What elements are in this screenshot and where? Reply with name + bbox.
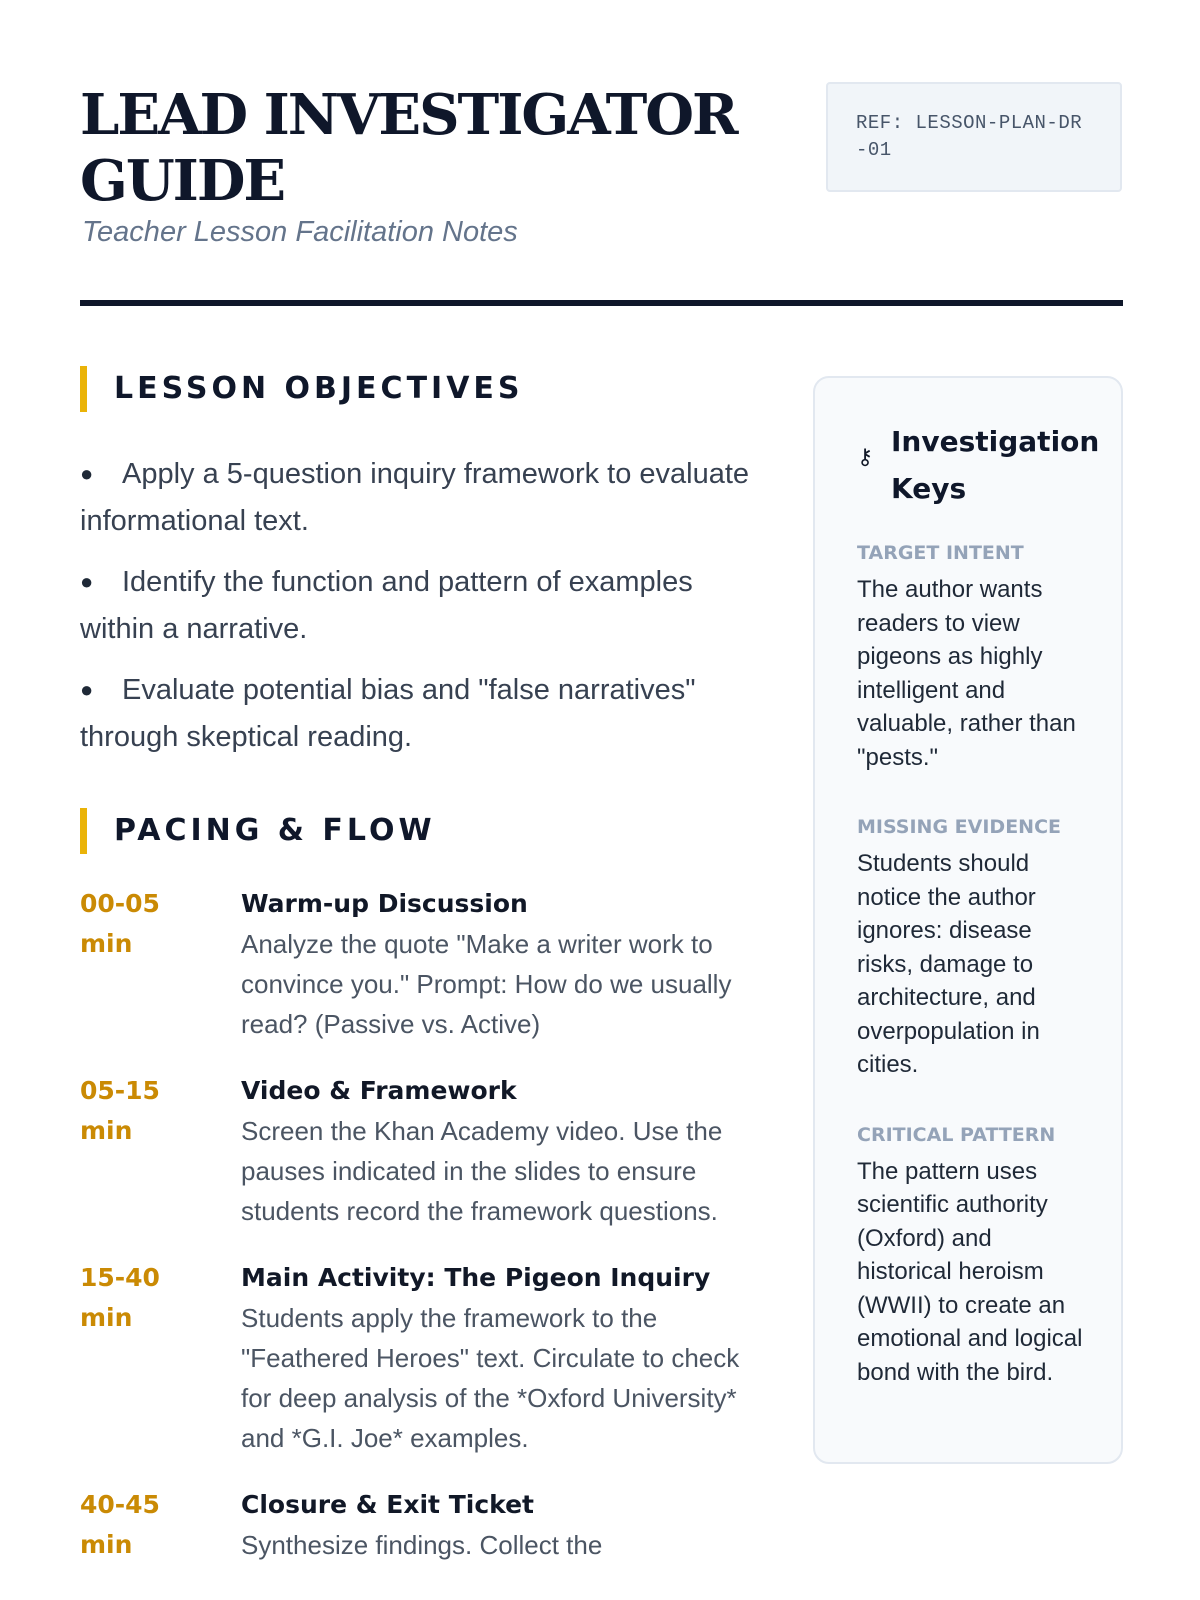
key-text: Students should notice the author ignores: disease risks, damage to architecture, and overpopulation in cities. — [857, 850, 1040, 1078]
pacing-description: Analyze the quote "Make a writer work to convince you." Prompt: How do we usually read? (Passive vs. Active) — [241, 929, 732, 1039]
list-item — [80, 666, 770, 761]
pacing-row — [80, 1258, 740, 1458]
key-label: MISSING EVIDENCE — [857, 816, 1061, 838]
bullet-icon: ● — [80, 677, 94, 702]
header-divider — [80, 300, 1123, 306]
objective-text: Identify the function and pattern of examples within a narrative. — [80, 566, 693, 645]
pacing-description: Students apply the framework to the "Feathered Heroes" text. Circulate to check for deep analysis of the *Oxford University* and *G.I. Joe* examples. — [241, 1303, 740, 1453]
key-text: The author wants readers to view pigeons as highly intelligent and valuable, rather than "pests." — [857, 576, 1076, 771]
pacing-row — [80, 1485, 740, 1565]
pacing-time: 05-15 min — [80, 1076, 160, 1145]
list-item — [80, 450, 770, 545]
pacing-description: Screen the Khan Academy video. Use the pauses indicated in the slides to ensure students record the framework questions. — [241, 1116, 723, 1226]
key-block — [857, 1122, 1091, 1390]
keys-title: Investigation Keys — [891, 425, 1100, 505]
pacing-heading: PACING & FLOW — [80, 808, 436, 854]
pacing-row — [80, 884, 740, 1044]
keys-header — [857, 418, 1100, 512]
pacing-title: Main Activity: The Pigeon Inquiry — [241, 1263, 711, 1292]
pacing-description: Synthesize findings. Collect the — [241, 1530, 603, 1560]
pacing-title: Closure & Exit Ticket — [241, 1490, 534, 1519]
objectives-list — [80, 450, 770, 774]
objective-text: Apply a 5-question inquiry framework to evaluate informational text. — [80, 458, 750, 537]
key-icon: ⚷ — [857, 444, 874, 469]
pacing-time: 00-05 min — [80, 889, 160, 958]
pacing-title: Warm-up Discussion — [241, 889, 528, 918]
key-block — [857, 814, 1091, 1082]
key-label: TARGET INTENT — [857, 542, 1024, 564]
key-label: CRITICAL PATTERN — [857, 1123, 1056, 1146]
investigation-keys-card — [813, 376, 1123, 1464]
objective-text: Evaluate potential bias and "false narratives" through skeptical reading. — [80, 674, 696, 753]
pacing-title: Video & Framework — [241, 1076, 517, 1105]
objectives-heading: LESSON OBJECTIVES — [80, 366, 524, 412]
pacing-time: 40-45 min — [80, 1490, 160, 1559]
key-text: The pattern uses scientific authority (Oxford) and historical heroism (WWII) to create an emotional and logical bond with the bird. — [857, 1157, 1083, 1386]
pacing-list — [80, 884, 740, 1592]
pacing-time: 15-40 min — [80, 1263, 160, 1332]
pacing-row — [80, 1071, 740, 1231]
bullet-icon: ● — [80, 461, 94, 486]
list-item — [80, 558, 770, 653]
page-title: LEAD INVESTIGATOR GUIDE — [80, 82, 737, 214]
reference-code: REF: LESSON-PLAN-DR-01 — [826, 82, 1122, 192]
key-block — [857, 540, 1091, 774]
page-subtitle: Teacher Lesson Facilitation Notes — [82, 216, 518, 248]
bullet-icon: ● — [80, 569, 94, 594]
